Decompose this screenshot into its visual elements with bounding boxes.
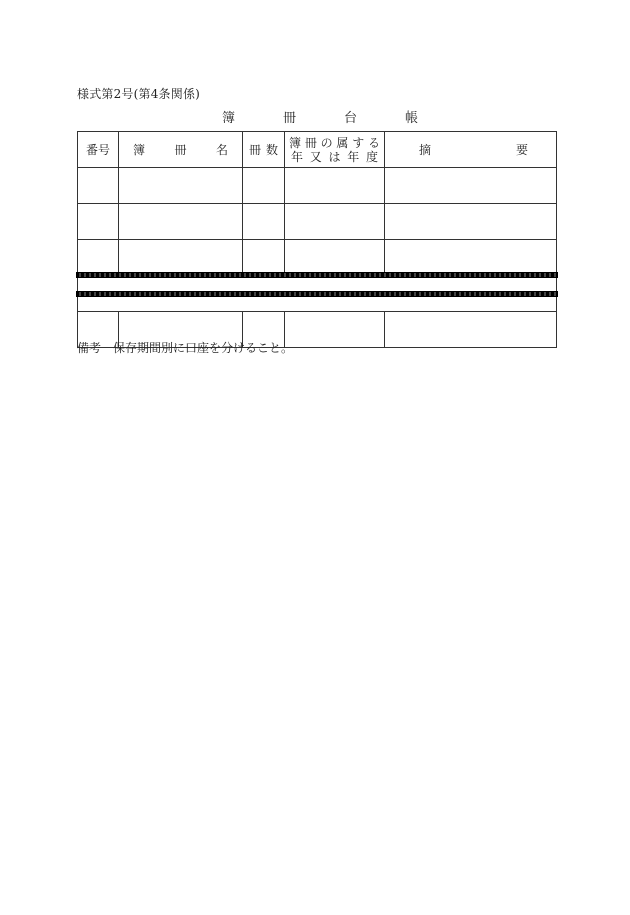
cell-number[interactable] xyxy=(78,240,119,276)
header-summary: 摘 要 xyxy=(385,132,557,168)
cell-book-name[interactable] xyxy=(119,240,243,276)
table-row xyxy=(78,240,557,276)
table-row xyxy=(78,168,557,204)
cell-count[interactable] xyxy=(243,168,285,204)
header-number: 番 号 xyxy=(78,132,119,168)
cell-year[interactable] xyxy=(285,168,385,204)
cell-count[interactable] xyxy=(243,240,285,276)
header-year: 簿 冊 の 属 す る 年 又 は 年 度 xyxy=(285,132,385,168)
cell-number[interactable] xyxy=(78,168,119,204)
cell-summary[interactable] xyxy=(385,312,557,348)
table-break-line-bottom xyxy=(76,291,558,297)
form-number: 様式第2号(第4条関係) xyxy=(77,87,201,101)
title-char: 台 xyxy=(343,111,357,126)
cell-summary[interactable] xyxy=(385,168,557,204)
header-book-name: 簿 冊 名 xyxy=(119,132,243,168)
cell-year[interactable] xyxy=(285,204,385,240)
document-title xyxy=(222,107,418,126)
title-char: 帳 xyxy=(404,111,418,126)
header-row xyxy=(78,132,557,168)
title-char: 冊 xyxy=(282,111,296,126)
cell-year[interactable] xyxy=(285,312,385,348)
cell-year[interactable] xyxy=(285,240,385,276)
cell-count[interactable] xyxy=(243,204,285,240)
header-count: 冊 数 xyxy=(243,132,285,168)
cell-number[interactable] xyxy=(78,204,119,240)
table-row xyxy=(78,204,557,240)
ledger-table xyxy=(77,131,557,348)
cell-summary[interactable] xyxy=(385,204,557,240)
cell-summary[interactable] xyxy=(385,240,557,276)
cell-book-name[interactable] xyxy=(119,204,243,240)
title-char: 簿 xyxy=(222,111,236,126)
remarks-note: 備考 保存期間別に口座を分けること。 xyxy=(77,341,294,355)
table-break-line-top xyxy=(76,272,558,278)
cell-book-name[interactable] xyxy=(119,168,243,204)
